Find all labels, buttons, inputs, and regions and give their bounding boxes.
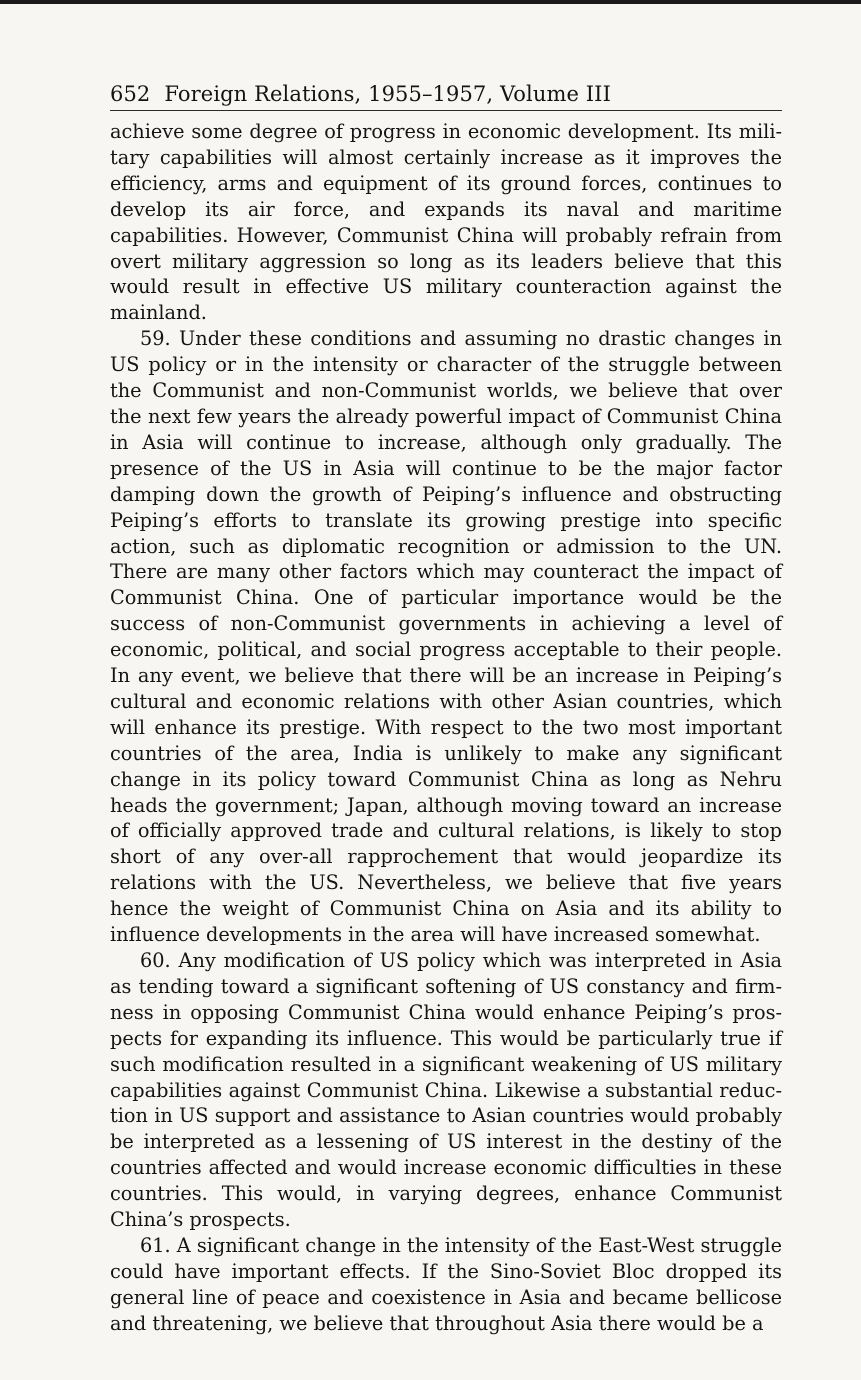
- header-rule: [110, 110, 782, 111]
- page-number: 652: [110, 82, 151, 106]
- paragraph-continuation: achieve some degree of progress in economic development. Its military capabilities will almost certainly increase as it improves the efficiency, arms and equipment of its ground forces, continues to develop its air force, and expands its naval and maritime capabilities. However, Communist China will probably refrain from overt military aggression so long as its leaders believe that this would result in effective US military counteraction against the mainland.: [110, 120, 782, 325]
- paragraph-59: 59. Under these conditions and assuming no drastic changes in US policy or in the intensity or character of the struggle between the Communist and non-Communist worlds, we believe that over the next few years the already powerful impact of Communist China in Asia will continue to increase, although only gradually. The presence of the US in Asia will continue to be the major factor damping down the growth of Peiping’s influence and obstructing Peiping’s efforts to translate its growing prestige into specific action, such as diplomatic recognition or admission to the UN. There are many other factors which may counteract the impact of Communist China. One of particular importance would be the success of non-Communist governments in achieving a level of economic, political, and social progress acceptable to their people. In any event, we believe that there will be an increase in Peiping’s cultural and economic relations with other Asian countries, which will enhance its prestige. With respect to the two most important countries of the area, India is unlikely to make any significant change in its policy toward Communist China as long as Nehru heads the government; Japan, although moving toward an increase of officially approved trade and cultural relations, is likely to stop short of any over-all rapprochement that would jeopardize its relations with the US. Nevertheless, we believe that five years hence the weight of Communist China on Asia and its ability to influence developments in the area will have increased somewhat.: [110, 327, 782, 947]
- body-text: [110, 119, 782, 1337]
- running-head: [110, 78, 782, 110]
- page-top-edge: [0, 0, 861, 4]
- document-page: [110, 78, 782, 1337]
- paragraph-61: 61. A significant change in the intensity of the East-West struggle could have important effects. If the Sino-Soviet Bloc dropped its general line of peace and coexistence in Asia and became bellicose and threatening, we believe that throughout Asia there would be a: [110, 1233, 782, 1335]
- running-head-title: Foreign Relations, 1955–1957, Volume III: [164, 82, 611, 106]
- paragraph-60: 60. Any modification of US policy which was interpreted in Asia as tending toward a significant softening of US constancy and firmness in opposing Communist China would enhance Peiping’s prospects for expanding its influence. This would be particularly true if such modification resulted in a significant weakening of US military capabilities against Communist China. Likewise a substantial reduction in US support and assistance to Asian countries would probably be interpreted as a lessening of US interest in the destiny of the countries affected and would increase economic difficulties in these countries. This would, in varying degrees, enhance Communist China’s prospects.: [110, 949, 782, 1232]
